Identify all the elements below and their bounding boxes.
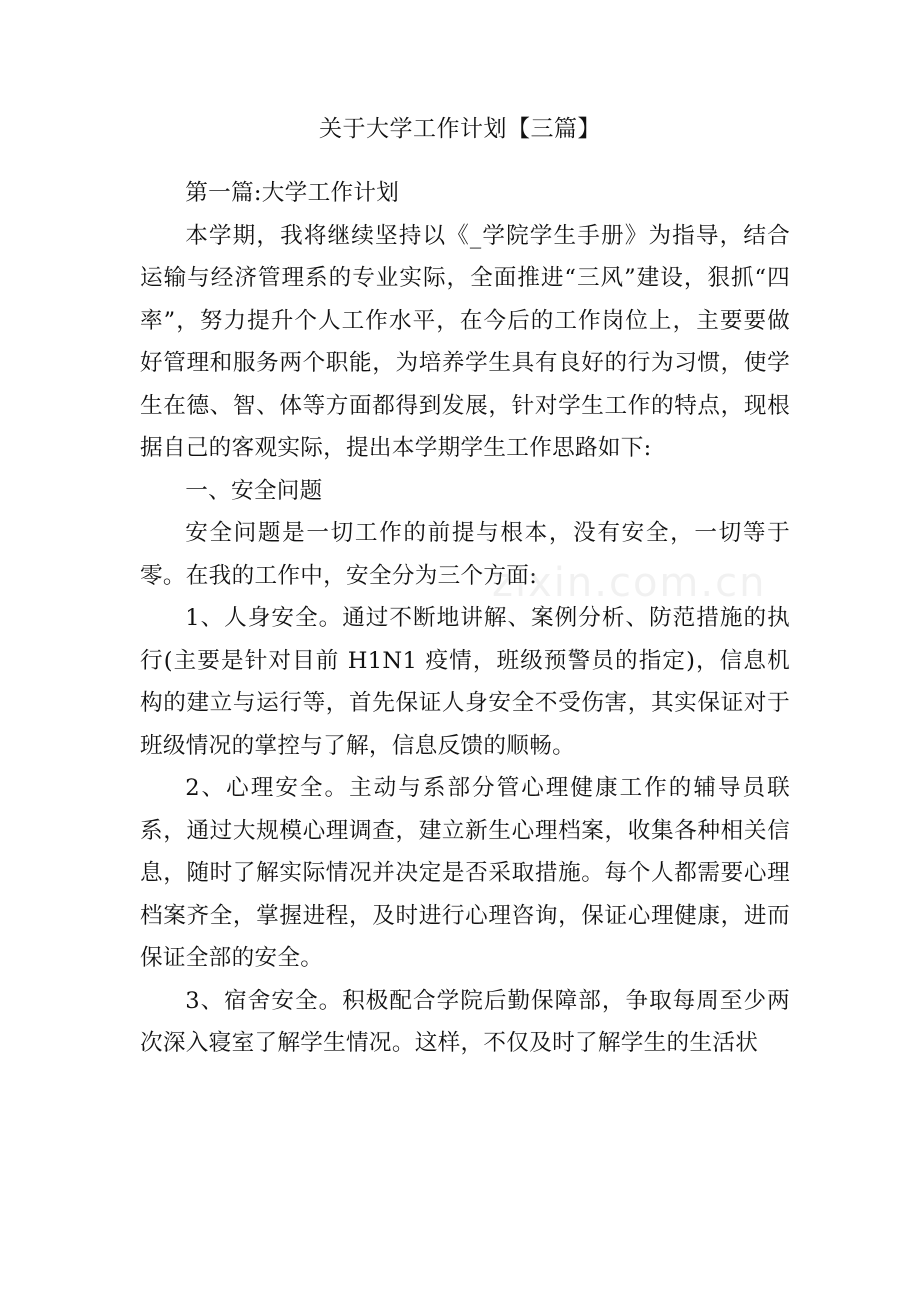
watermark-text: zixin.com.cn [492, 560, 767, 606]
body-paragraph: 本学期，我将继续坚持以《_学院学生手册》为指导，结合运输与经济管理系的专业实际，全面推进“三风”建设，狠抓“四率”，努力提升个人工作水平，在今后的工作岗位上，主要要做好管理和服务两个职能，为培养学生具有良好的行为习惯，使学生在德、智、体等方面都得到发展，针对学生工作的特点，现根据自己的客观实际，提出本学期学生工作思路如下: [140, 222, 790, 461]
subsection-heading: 一、安全问题 [185, 477, 323, 504]
document-title: 关于大学工作计划【三篇】 [319, 116, 601, 142]
body-paragraph: 2、心理安全。主动与系部分管心理健康工作的辅导员联系，通过大规模心理调查，建立新生心理档案，收集各种相关信息，随时了解实际情况并决定是否采取措施。每个人都需要心理档案齐全，掌握进程，及时进行心理咨询，保证心理健康，进而保证全部的安全。 [140, 775, 790, 971]
body-paragraph: 安全问题是一切工作的前提与根本，没有安全，一切等于零。在我的工作中，安全分为三个方面: [140, 520, 790, 589]
body-paragraph: 3、宿舍安全。积极配合学院后勤保障部，争取每周至少两次深入寝室了解学生情况。这样，不仅及时了解学生的生活状 [140, 987, 790, 1056]
section-heading: 第一篇:大学工作计划 [185, 180, 400, 206]
body-paragraph: 1、人身安全。通过不断地讲解、案例分析、防范措施的执行(主要是针对目前 H1N1 疫情，班级预警员的指定)，信息机构的建立与运行等，首先保证人身安全不受伤害，其实保证对于班级情况的掌控与了解，信息反馈的顺畅。 [140, 605, 790, 759]
document-body [140, 172, 790, 1065]
